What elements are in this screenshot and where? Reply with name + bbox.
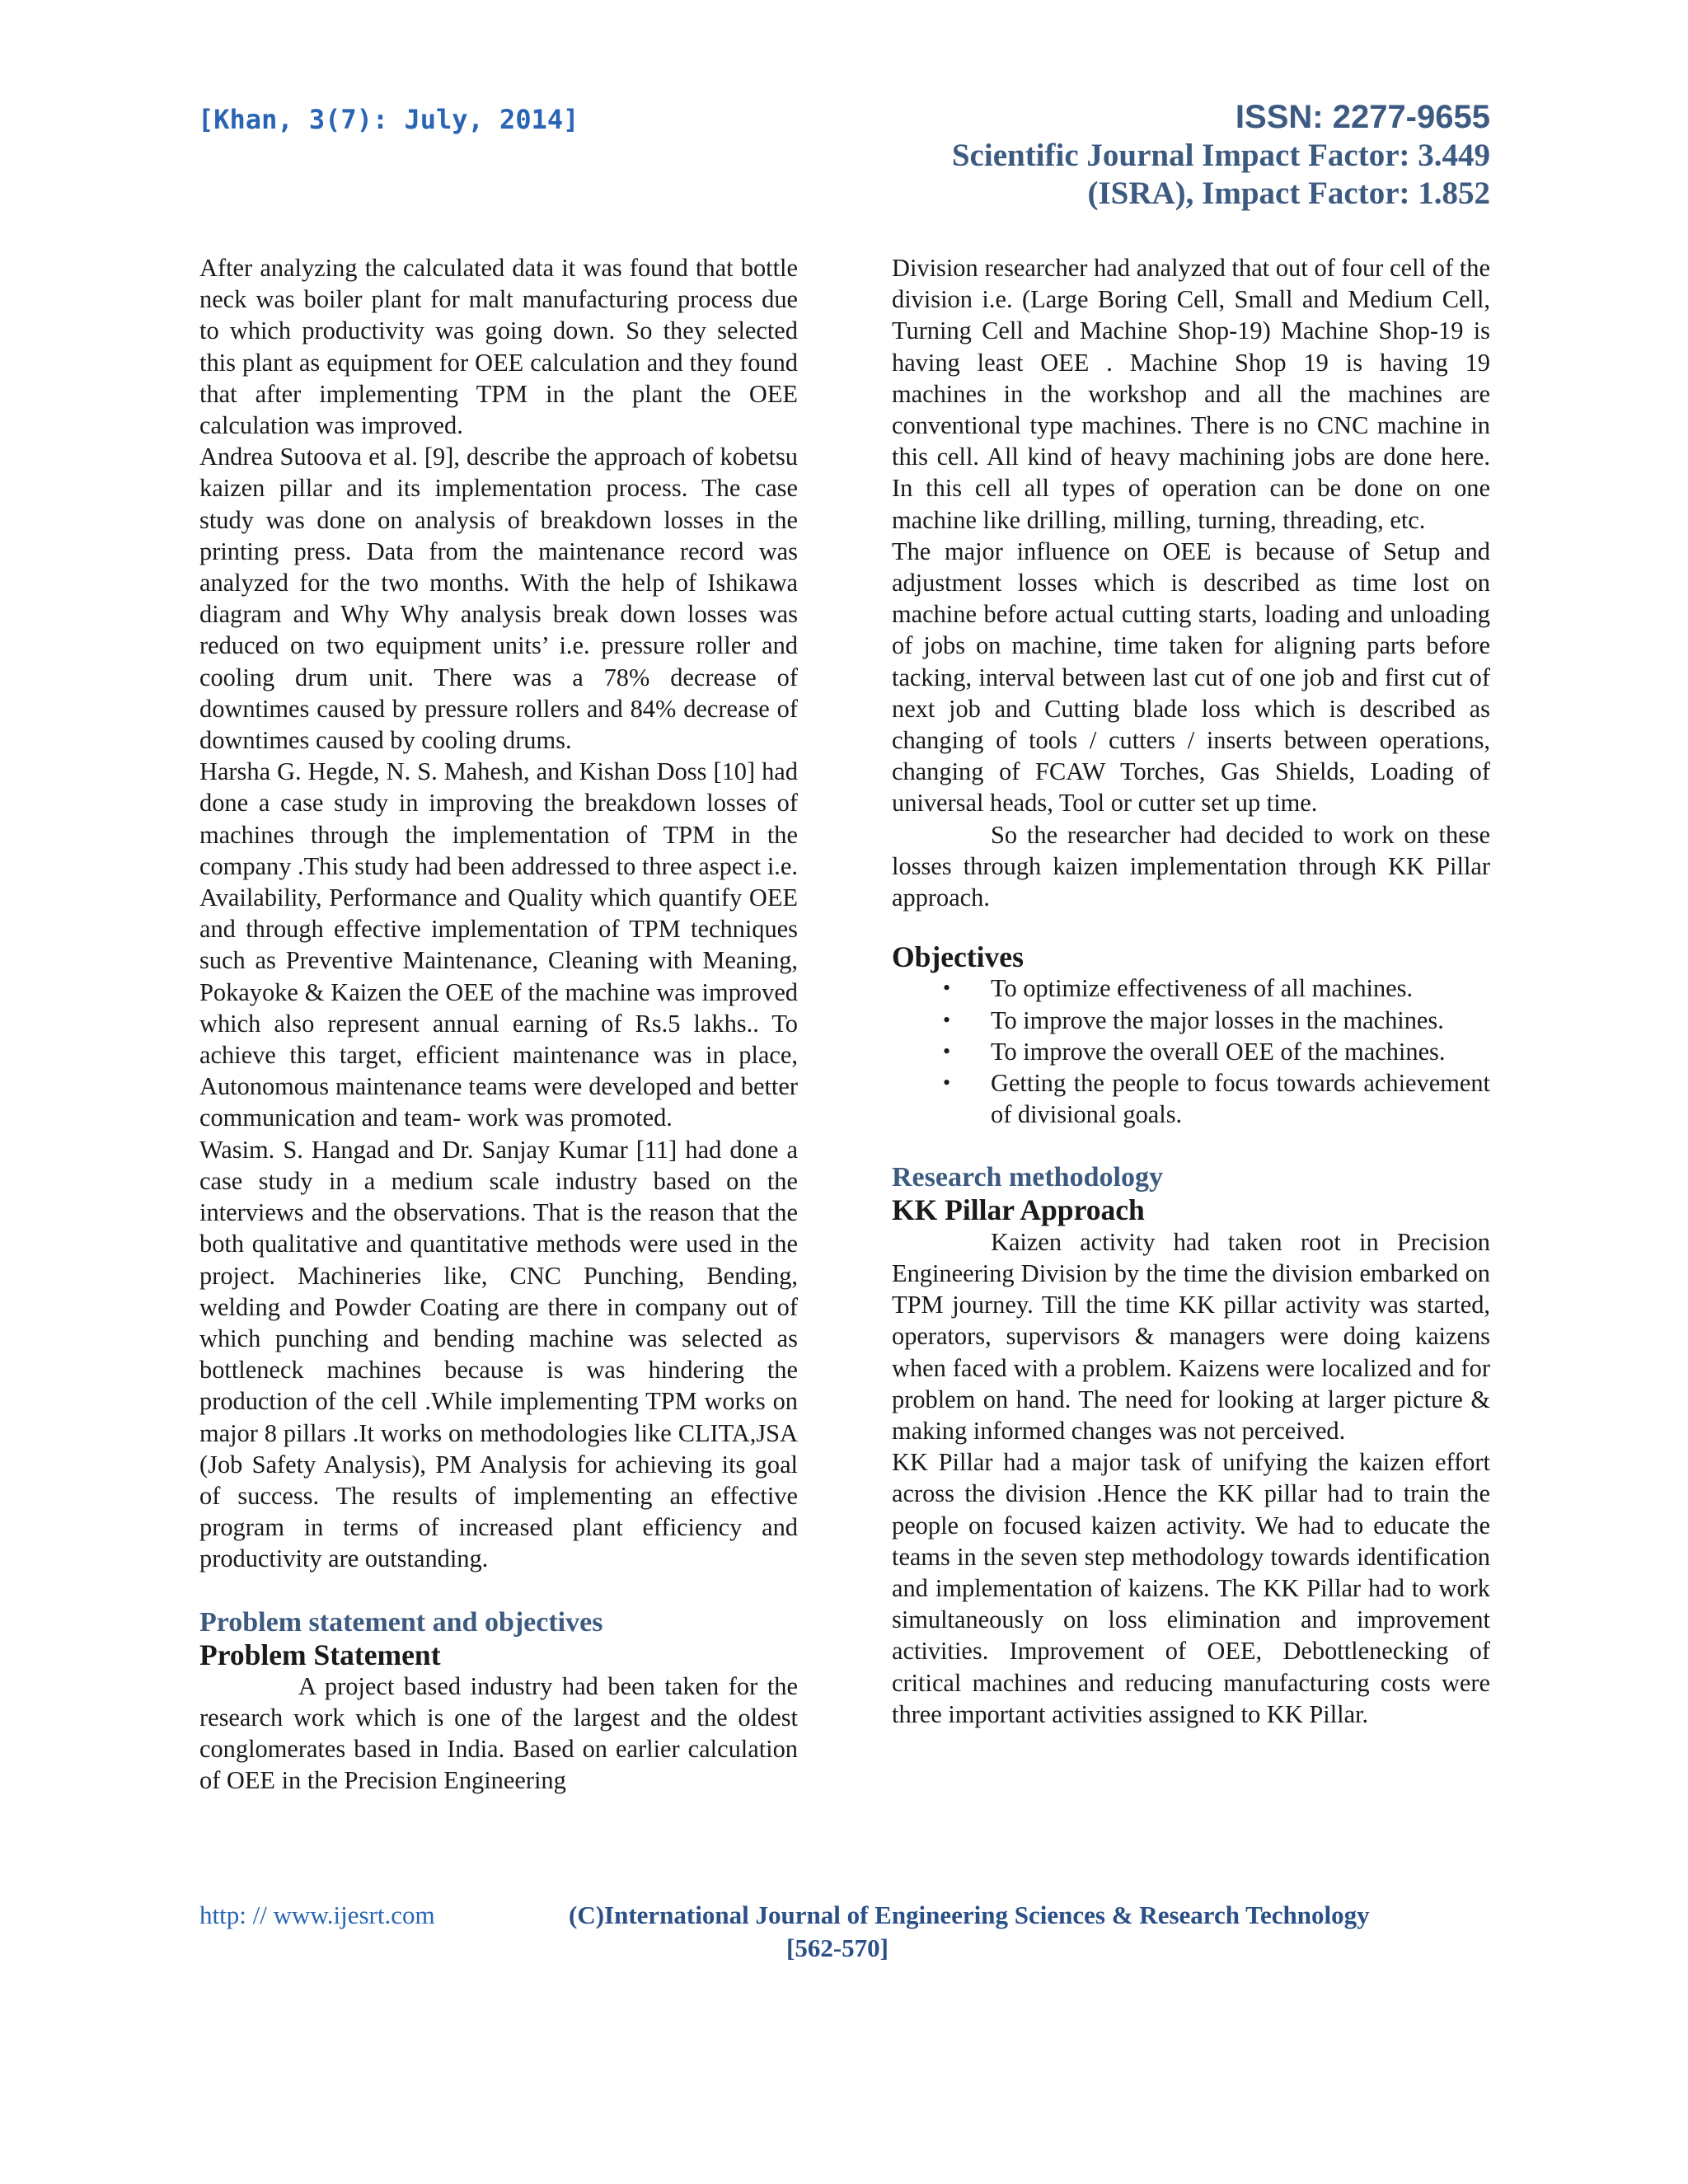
- paragraph: Harsha G. Hegde, N. S. Mahesh, and Kishan Doss [10] had done a case study in improving the breakdown losses of machines through the implementation of TPM in the company .This study had been addressed to three aspect i.e. Availability, Performance and Quality which quantify OEE and through effective implementation of TPM techniques such as Preventive Maintenance, Cleaning with Meaning, Pokayoke & Kaizen the OEE of the machine was improved which also represent annual earning of Rs.5 lakhs.. To achieve this target, efficient maintenance was in place, Autonomous maintenance teams were developed and better communication and team- work was promoted.: [199, 757, 798, 1132]
- bullet-icon: •: [943, 1007, 951, 1032]
- right-column: [892, 252, 1490, 1730]
- issn: ISSN: 2277-9655: [1235, 99, 1490, 135]
- list-item: • To improve the major losses in the machines.: [892, 1005, 1490, 1036]
- objectives-list: [892, 972, 1490, 1130]
- subheading-kk-pillar-approach: KK Pillar Approach: [892, 1193, 1145, 1227]
- paragraph: After analyzing the calculated data it was found that bottle neck was boiler plant for malt manufacturing process due to which productivity was going down. So they selected this plant as equipment for OEE calculation and they found that after implementing TPM in the plant the OEE calculation was improved.: [199, 254, 798, 440]
- header-citation: [Khan, 3(7): July, 2014]: [198, 104, 579, 135]
- impact-factor-isra: (ISRA), Impact Factor: 1.852: [1087, 176, 1490, 211]
- spacer: [892, 1130, 1490, 1161]
- spacer: [199, 1575, 798, 1606]
- objectives-heading: Objectives: [892, 940, 1024, 974]
- list-item: • Getting the people to focus towards achievement of divisional goals.: [943, 1069, 1490, 1129]
- paragraph: Andrea Sutoova et al. [9], describe the approach of kobetsu kaizen pillar and its implementation process. The case study was done on analysis of breakdown losses in the printing press. Data from the maintenance record was analyzed for the two months. With the help of Ishikawa diagram and Why Why analysis break down losses was reduced on two equipment units’ i.e. pressure roller and cooling drum unit. There was a 78% decrease of downtimes caused by pressure rollers and 84% decrease of downtimes caused by cooling drums.: [199, 443, 798, 755]
- impact-factor-sjif: Scientific Journal Impact Factor: 3.449: [951, 138, 1490, 173]
- paragraph: A project based industry had been taken for the research work which is one of the largest and the oldest conglomerates based in India. Based on earlier calculation of OEE in the Precision Engineering: [199, 1671, 798, 1795]
- bullet-icon: •: [943, 1071, 951, 1095]
- spacer: [892, 913, 1490, 941]
- paragraph: The major influence on OEE is because of Setup and adjustment losses which is described as time lost on machine before actual cutting starts, loading and unloading of jobs on machine, time taken for aligning parts before tacking, interval between last cut of one job and first cut of next job and Cutting blade loss which is described as changing of tools / cutters / inserts between operations, changing of FCAW Torches, Gas Shields, Loading of universal heads, Tool or cutter set up time.: [892, 537, 1490, 818]
- paragraph: Kaizen activity had taken root in Precision Engineering Division by the time the division embarked on TPM journey. Till the time KK pillar activity was started, operators, supervisors & managers were doing kaizens when faced with a problem. Kaizens were localized and for problem on hand. The need for looking at larger picture & making informed changes was not perceived.: [892, 1227, 1490, 1445]
- section-heading-problem-statement: Problem statement and objectives: [199, 1606, 603, 1638]
- bullet-icon: •: [943, 976, 951, 1001]
- bullet-icon: •: [943, 1038, 951, 1063]
- footer-url-link[interactable]: http: // www.ijesrt.com: [199, 1900, 435, 1929]
- list-item: • To optimize effectiveness of all machines.: [892, 972, 1490, 1004]
- footer-journal-name: (C)International Journal of Engineering Sciences & Research Technology: [569, 1900, 1370, 1929]
- paragraph: So the researcher had decided to work on these losses through kaizen implementation through KK Pillar approach.: [892, 820, 1490, 912]
- paragraph: Division researcher had analyzed that out of four cell of the division i.e. (Large Boring Cell, Small and Medium Cell, Turning Cell and Machine Shop-19) Machine Shop-19 is having least OEE . Machine Shop 19 is having 19 machines in the workshop and all the machines are conventional type machines. There is no CNC machine in this cell. All kind of heavy machining jobs are done here. In this cell all types of operation can be done on one machine like drilling, milling, turning, threading, etc.: [892, 254, 1490, 534]
- subheading-problem-statement: Problem Statement: [199, 1638, 441, 1671]
- footer-page-range: [562-570]: [786, 1933, 889, 1962]
- section-heading-research-methodology: Research methodology: [892, 1162, 1163, 1193]
- paragraph: Wasim. S. Hangad and Dr. Sanjay Kumar [11] had done a case study in a medium scale industry based on the interviews and the observations. That is the reason that the both qualitative and quantitative methods were used in the project. Machineries like, CNC Punching, Bending, welding and Powder Coating are there in company out of which punching and bending machine was selected as bottleneck machines because is was hindering the production of the cell .While implementing TPM works on major 8 pillars .It works on methodologies like CLITA,JSA (Job Safety Analysis), PM Analysis for achieving its goal of success. The results of implementing an effective program in terms of increased plant efficiency and productivity are outstanding.: [199, 1135, 798, 1573]
- header-journal-info: [952, 97, 1490, 213]
- paragraph: KK Pillar had a major task of unifying the kaizen effort across the division .Hence the KK pillar had to train the people on focused kaizen activity. We had to educate the teams in the seven step methodology towards identification and implementation of kaizens. The KK Pillar had to work simultaneously on loss elimination and improvement activities. Improvement of OEE, Debottlenecking of critical machines and reducing manufacturing costs were three important activities assigned to KK Pillar.: [892, 1448, 1490, 1728]
- list-item: • To improve the overall OEE of the machines.: [892, 1036, 1490, 1067]
- left-column: [199, 252, 798, 1797]
